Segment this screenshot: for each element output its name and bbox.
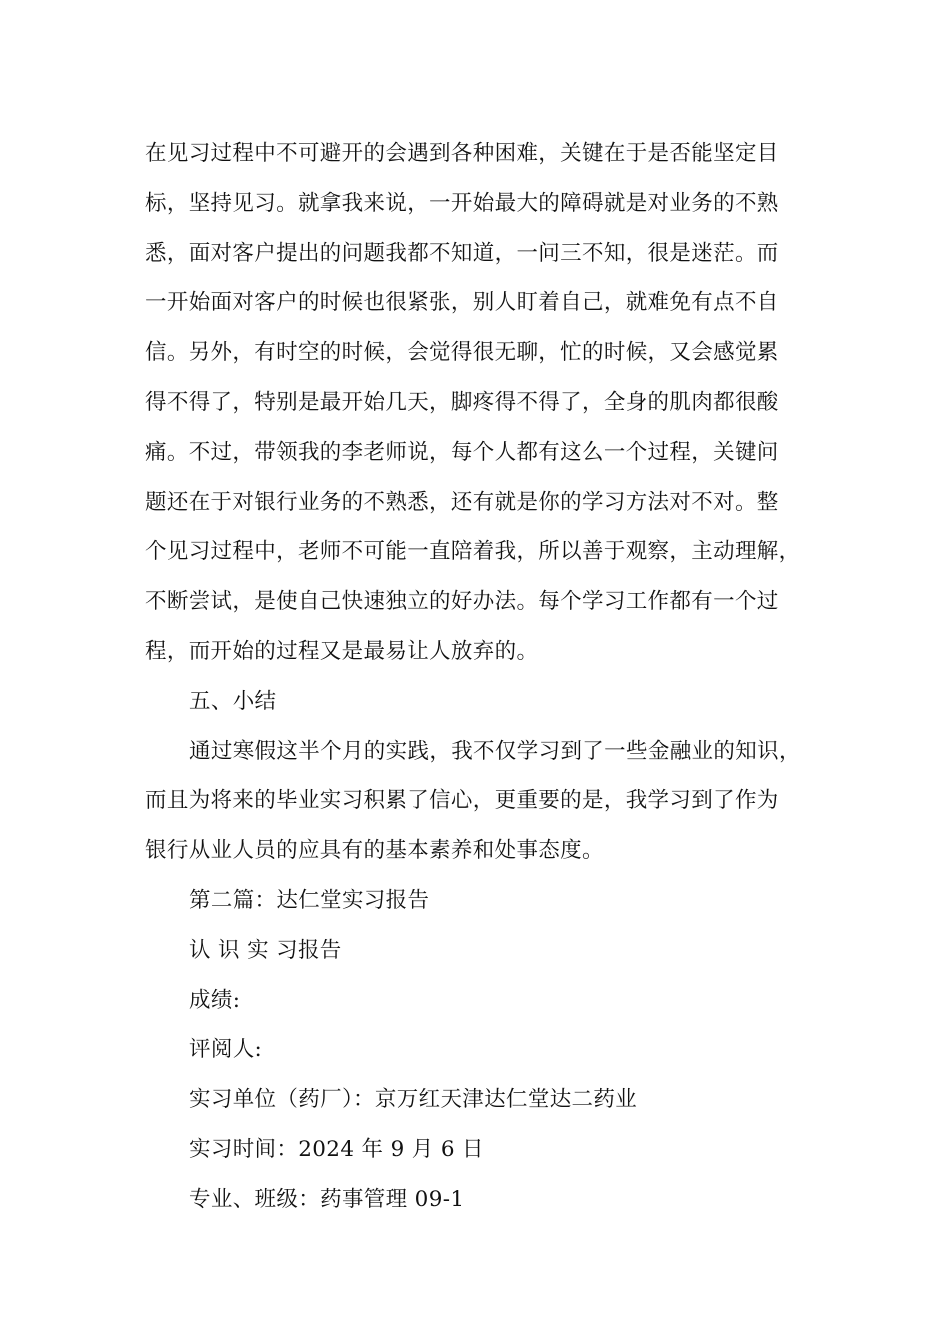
paragraph-line: 程，而开始的过程又是最易让人放弃的。: [145, 638, 539, 664]
paragraph-line: 在见习过程中不可避开的会遇到各种困难，关键在于是否能坚定目: [145, 141, 779, 166]
section-heading: 五、小结: [189, 688, 277, 714]
paragraph-line: 银行从业人员的应具有的基本素养和处事态度。: [145, 838, 604, 864]
chapter-title: 第二篇：达仁堂实习报告: [189, 887, 430, 913]
body-text: [145, 129, 835, 1225]
internship-unit-field: 实习单位（药厂）：京万红天津达仁堂达二药业: [189, 1087, 638, 1113]
paragraph-line: 不断尝试，是使自己快速独立的好办法。每个学习工作都有一个过: [145, 589, 779, 615]
report-title: 认 识 实 习报告: [189, 937, 342, 963]
paragraph-line: 得不得了，特别是最开始几天，脚疼得不得了，全身的肌肉都很酸: [145, 389, 779, 415]
paragraph-line: 痛。不过，带领我的李老师说，每个人都有这么一个过程，关键问: [145, 439, 779, 465]
paragraph-line: 标，坚持见习。就拿我来说，一开始最大的障碍就是对业务的不熟: [145, 190, 779, 216]
paragraph-line: 悉，面对客户提出的问题我都不知道，一问三不知，很是迷茫。而: [145, 240, 779, 266]
paragraph-line: 个见习过程中，老师不可能一直陪着我，所以善于观察，主动理解，: [145, 539, 801, 565]
paragraph-line: 通过寒假这半个月的实践，我不仅学习到了一些金融业的知识，: [189, 738, 801, 764]
grade-field: 成绩:: [189, 987, 241, 1013]
paragraph-line: 一开始面对客户的时候也很紧张，别人盯着自己，就难免有点不自: [145, 290, 779, 316]
reviewer-field: 评阅人:: [189, 1037, 263, 1063]
major-class-field: 专业、班级：药事管理 09-1: [189, 1186, 465, 1212]
internship-date-field: 实习时间：2024 年 9 月 6 日: [189, 1136, 484, 1162]
paragraph-line: 信。另外，有时空的时候，会觉得很无聊，忙的时候，又会感觉累: [145, 340, 779, 366]
paragraph-line: 而且为将来的毕业实习积累了信心，更重要的是，我学习到了作为: [145, 788, 779, 814]
paragraph-line: 题还在于对银行业务的不熟悉，还有就是你的学习方法对不对。整: [145, 489, 779, 515]
